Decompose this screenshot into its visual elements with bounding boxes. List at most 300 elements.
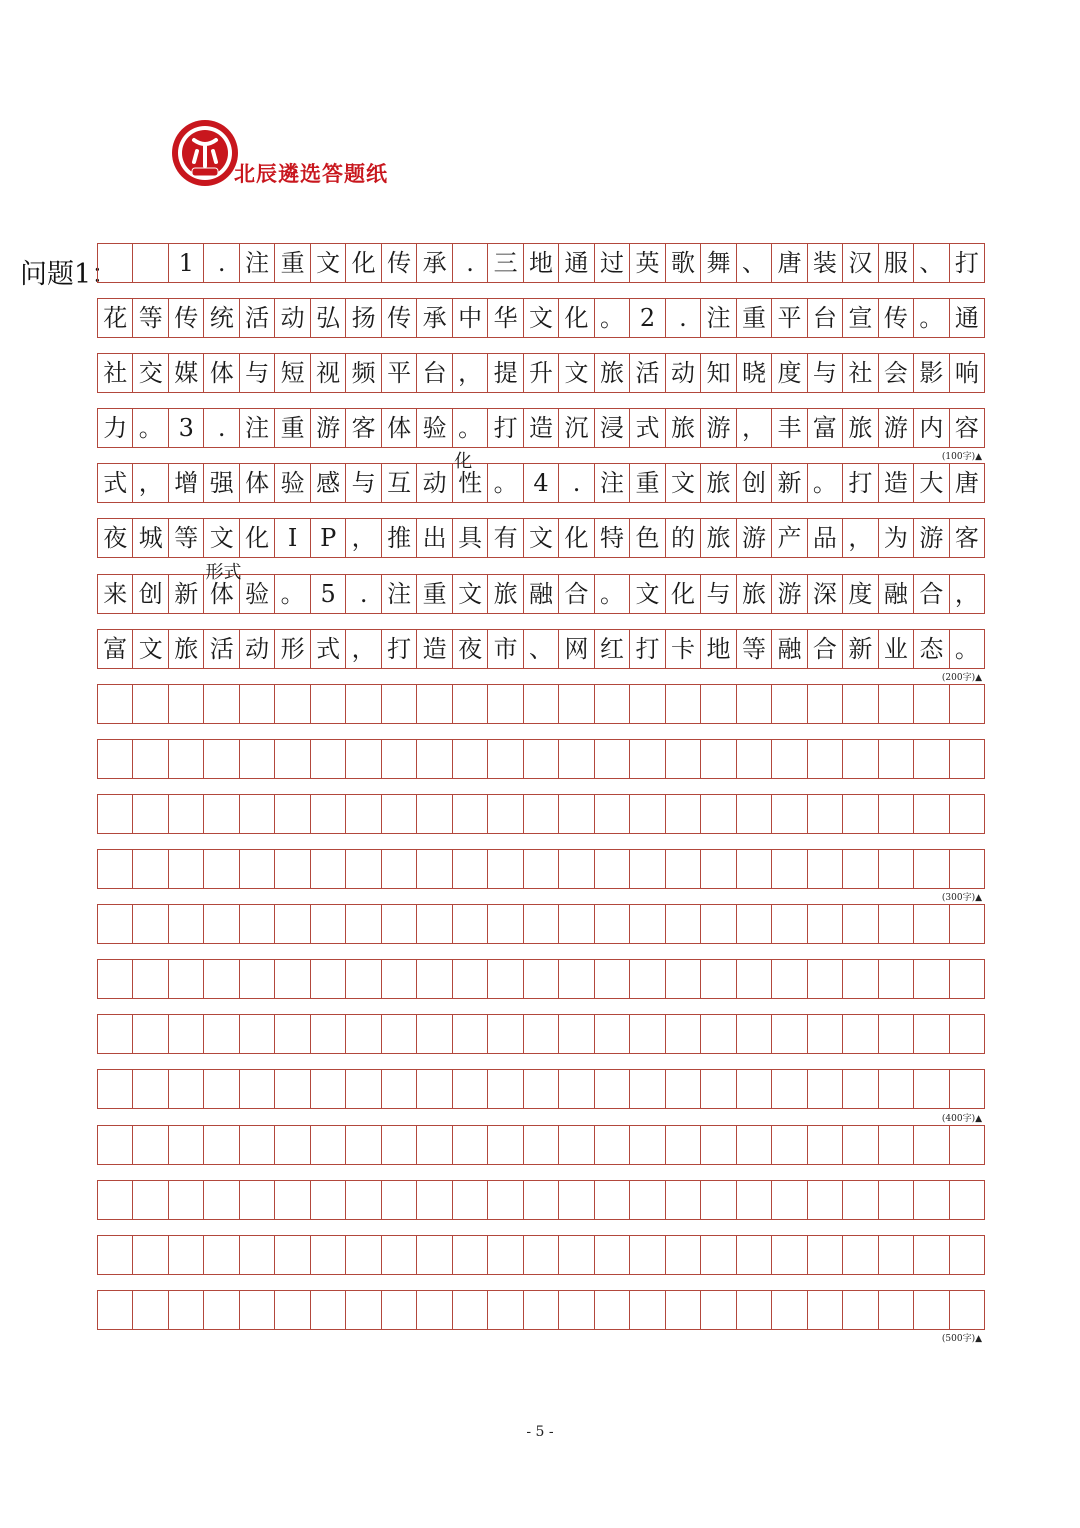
grid-cell: [879, 960, 914, 998]
grid-cell: 文: [453, 575, 488, 613]
word-count-marker: (300字)▲: [941, 893, 982, 904]
grid-cell: [772, 685, 807, 723]
grid-cell: [275, 685, 310, 723]
handwritten-insertion: 形式: [205, 561, 242, 583]
grid-cell: [879, 1291, 914, 1329]
grid-cell: 传: [382, 299, 417, 337]
grid-cell: 卡: [666, 630, 701, 668]
grid-row: [97, 1290, 985, 1330]
grid-cell: 特: [595, 519, 630, 557]
grid-cell: 验: [417, 409, 452, 447]
grid-cell: [204, 1291, 239, 1329]
grid-cell: [417, 1236, 452, 1274]
grid-cell: [524, 1126, 559, 1164]
grid-cell: 与: [240, 354, 275, 392]
grid-cell: [382, 850, 417, 888]
grid-cell: [169, 960, 204, 998]
grid-cell: [240, 850, 275, 888]
grid-cell: 感: [311, 464, 346, 502]
grid-cell: [950, 1126, 984, 1164]
grid-cell: 化: [559, 299, 594, 337]
grid-cell: [240, 795, 275, 833]
grid-cell: 容: [954, 414, 979, 443]
grid-cell: 体: [240, 464, 275, 502]
grid-cell: [169, 1236, 204, 1274]
grid-cell: [169, 1291, 204, 1329]
grid-cell: [666, 905, 701, 943]
grid-cell: 唐: [954, 469, 979, 498]
grid-cell: [772, 850, 807, 888]
grid-cell: [701, 905, 736, 943]
grid-cell: [453, 685, 488, 723]
grid-cell: 通: [954, 304, 979, 333]
grid-cell: 验: [275, 464, 310, 502]
grid-cell: ，: [737, 409, 772, 447]
grid-cell: 中: [453, 299, 488, 337]
grid-cell: 注: [240, 409, 275, 447]
grid-cell: [737, 1291, 772, 1329]
grid-cell: [701, 795, 736, 833]
grid-cell: [417, 960, 452, 998]
grid-cell: [595, 850, 630, 888]
question-label: 问题1：: [20, 259, 119, 290]
grid-cell: [524, 740, 559, 778]
grid-cell: [914, 795, 949, 833]
grid-cell: [843, 1015, 878, 1053]
grid-cell: [133, 685, 168, 723]
grid-cell: [524, 1236, 559, 1274]
grid-cell: [808, 740, 843, 778]
grid-cell: 旅: [595, 354, 630, 392]
grid-cell: [950, 795, 984, 833]
grid-cell: [595, 795, 630, 833]
grid-cell: [879, 905, 914, 943]
grid-cell: 知: [701, 354, 736, 392]
grid-cell: 造: [417, 630, 452, 668]
grid-cell: 融: [879, 575, 914, 613]
grid-cell: [204, 1015, 239, 1053]
grid-cell: 游: [701, 409, 736, 447]
grid-cell: [382, 905, 417, 943]
grid-cell: [772, 1181, 807, 1219]
grid-cell: [453, 1015, 488, 1053]
grid-cell: 活: [240, 299, 275, 337]
grid-cell: 地: [524, 244, 559, 282]
grid-cell: 富: [808, 409, 843, 447]
grid-cell: [772, 795, 807, 833]
grid-cell: [98, 740, 133, 778]
grid-cell: [843, 1070, 878, 1108]
grid-cell: [169, 850, 204, 888]
grid-cell: [488, 795, 523, 833]
grid-cell: [275, 1015, 310, 1053]
grid-cell: 客: [346, 409, 381, 447]
grid-cell: 为: [879, 519, 914, 557]
grid-cell: [204, 1070, 239, 1108]
grid-cell: [879, 850, 914, 888]
grid-cell: [417, 685, 452, 723]
grid-row: [97, 353, 985, 393]
grid-cell: [311, 1181, 346, 1219]
grid-cell: [311, 1070, 346, 1108]
grid-cell: [382, 1015, 417, 1053]
grid-cell: [382, 685, 417, 723]
grid-cell: [630, 1126, 665, 1164]
grid-cell: [879, 1236, 914, 1274]
grid-cell: [275, 1070, 310, 1108]
grid-cell: 新: [843, 630, 878, 668]
grid-row: [97, 298, 985, 338]
grid-cell: [275, 850, 310, 888]
grid-cell: 旅: [843, 409, 878, 447]
grid-cell: [559, 1291, 594, 1329]
grid-cell: .: [204, 409, 239, 447]
grid-cell: [737, 1015, 772, 1053]
grid-cell: [346, 1126, 381, 1164]
grid-cell: .: [346, 575, 381, 613]
grid-cell: 验: [240, 575, 275, 613]
grid-cell: [240, 1015, 275, 1053]
grid-cell: [453, 960, 488, 998]
grid-cell: ，: [133, 464, 168, 502]
grid-cell: [417, 850, 452, 888]
grid-cell: [559, 850, 594, 888]
grid-cell: 。: [595, 299, 630, 337]
grid-cell: [950, 1291, 984, 1329]
grid-cell: 1: [169, 244, 204, 282]
grid-cell: 活: [204, 630, 239, 668]
grid-cell: [133, 1236, 168, 1274]
grid-cell: [772, 960, 807, 998]
grid-cell: [808, 960, 843, 998]
grid-cell: 宣: [843, 299, 878, 337]
grid-cell: [453, 1126, 488, 1164]
grid-cell: [808, 1291, 843, 1329]
grid-cell: [98, 1291, 133, 1329]
grid-cell: [133, 795, 168, 833]
grid-cell: [950, 685, 984, 723]
grid-cell: [346, 1236, 381, 1274]
grid-cell: [488, 905, 523, 943]
grid-cell: .: [204, 244, 239, 282]
grid-cell: 注: [595, 464, 630, 502]
grid-cell: [630, 1291, 665, 1329]
grid-cell: ，: [843, 519, 878, 557]
grid-cell: 富: [98, 630, 133, 668]
grid-cell: [204, 850, 239, 888]
grid-cell: [843, 905, 878, 943]
grid-cell: 与: [808, 354, 843, 392]
page-number: - 5 -: [526, 1424, 554, 1440]
grid-cell: 文: [133, 630, 168, 668]
grid-cell: [524, 905, 559, 943]
grid-cell: 承: [417, 244, 452, 282]
grid-cell: [595, 1181, 630, 1219]
grid-cell: [701, 1070, 736, 1108]
grid-cell: [559, 1070, 594, 1108]
grid-cell: [204, 740, 239, 778]
grid-cell: [630, 740, 665, 778]
grid-cell: 媒: [169, 354, 204, 392]
grid-cell: [666, 1236, 701, 1274]
grid-cell: [595, 960, 630, 998]
grid-cell: [453, 795, 488, 833]
grid-cell: [98, 1181, 133, 1219]
grid-cell: [311, 685, 346, 723]
grid-cell: [133, 244, 168, 282]
grid-cell: [666, 1181, 701, 1219]
grid-cell: 等: [169, 519, 204, 557]
grid-cell: 来: [98, 575, 133, 613]
grid-cell: 度: [843, 575, 878, 613]
grid-cell: [666, 795, 701, 833]
grid-cell: 内: [914, 409, 949, 447]
grid-cell: 。: [453, 409, 488, 447]
grid-cell: 增: [169, 464, 204, 502]
grid-cell: [879, 1126, 914, 1164]
grid-cell: [240, 740, 275, 778]
grid-cell: 客: [954, 524, 979, 553]
grid-cell: [808, 795, 843, 833]
grid-cell: 具: [453, 519, 488, 557]
grid-cell: [417, 1015, 452, 1053]
grid-cell: 的: [666, 519, 701, 557]
grid-cell: 、: [737, 244, 772, 282]
grid-cell: [382, 1291, 417, 1329]
grid-cell: [240, 1291, 275, 1329]
grid-cell: 。: [954, 634, 979, 663]
grid-cell: [914, 740, 949, 778]
grid-cell: [559, 685, 594, 723]
grid-cell: [808, 850, 843, 888]
grid-cell: [382, 1126, 417, 1164]
grid-cell: [417, 1181, 452, 1219]
grid-cell: [559, 960, 594, 998]
grid-cell: 夜: [98, 519, 133, 557]
grid-cell: 体: [382, 409, 417, 447]
grid-cell: [133, 740, 168, 778]
grid-cell: 文: [630, 575, 665, 613]
grid-cell: 打: [954, 249, 979, 277]
grid-cell: [98, 685, 133, 723]
grid-cell: 响: [954, 359, 979, 388]
grid-cell: 注: [701, 299, 736, 337]
grid-cell: [311, 1236, 346, 1274]
grid-cell: [417, 1070, 452, 1108]
grid-cell: 式: [630, 409, 665, 447]
grid-cell: ，: [346, 630, 381, 668]
grid-cell: [453, 1070, 488, 1108]
grid-cell: 态: [914, 630, 949, 668]
grid-cell: [169, 685, 204, 723]
grid-cell: 游: [914, 519, 949, 557]
grid-cell: [914, 960, 949, 998]
grid-cell: 、: [524, 630, 559, 668]
grid-cell: [240, 1181, 275, 1219]
grid-cell: [950, 850, 984, 888]
grid-cell: [382, 960, 417, 998]
grid-cell: 等: [737, 630, 772, 668]
grid-cell: 活: [630, 354, 665, 392]
grid-cell: [559, 1236, 594, 1274]
grid-cell: [311, 850, 346, 888]
grid-cell: [914, 1291, 949, 1329]
grid-cell: 体: [204, 575, 239, 613]
grid-cell: 品: [808, 519, 843, 557]
grid-cell: 旅: [666, 409, 701, 447]
grid-cell: 社: [843, 354, 878, 392]
grid-cell: [701, 685, 736, 723]
grid-cell: [382, 740, 417, 778]
grid-cell: [346, 850, 381, 888]
grid-cell: [133, 1181, 168, 1219]
grid-cell: 旅: [737, 575, 772, 613]
grid-cell: [595, 685, 630, 723]
grid-cell: [311, 960, 346, 998]
grid-cell: 动: [417, 464, 452, 502]
grid-cell: [133, 1015, 168, 1053]
grid-cell: [311, 740, 346, 778]
grid-cell: [133, 1126, 168, 1164]
grid-cell: 唐: [772, 244, 807, 282]
grid-cell: [737, 960, 772, 998]
grid-row: [97, 959, 985, 999]
grid-cell: 旅: [169, 630, 204, 668]
grid-cell: [559, 1126, 594, 1164]
grid-cell: 平: [772, 299, 807, 337]
grid-cell: ，: [954, 579, 979, 608]
grid-cell: 旅: [701, 519, 736, 557]
grid-cell: [98, 905, 133, 943]
grid-cell: 创: [737, 464, 772, 502]
grid-row: [97, 243, 985, 283]
word-count-marker: (500字)▲: [941, 1333, 982, 1344]
grid-cell: 产: [772, 519, 807, 557]
grid-cell: [204, 795, 239, 833]
grid-cell: [417, 905, 452, 943]
grid-cell: [737, 1181, 772, 1219]
grid-cell: 造: [524, 409, 559, 447]
grid-cell: 式: [311, 630, 346, 668]
grid-cell: 提: [488, 354, 523, 392]
grid-cell: [630, 795, 665, 833]
grid-cell: [311, 795, 346, 833]
grid-cell: [311, 1015, 346, 1053]
grid-cell: [914, 1126, 949, 1164]
grid-cell: 扬: [346, 299, 381, 337]
grid-cell: [595, 740, 630, 778]
grid-cell: [843, 1126, 878, 1164]
grid-cell: [666, 960, 701, 998]
grid-cell: ，: [453, 354, 488, 392]
grid-cell: 服: [879, 244, 914, 282]
grid-cell: 融: [524, 575, 559, 613]
grid-cell: .: [559, 464, 594, 502]
grid-cell: [240, 1070, 275, 1108]
grid-cell: [914, 850, 949, 888]
grid-cell: [311, 905, 346, 943]
grid-cell: [879, 740, 914, 778]
grid-cell: [808, 1236, 843, 1274]
grid-cell: 三: [488, 244, 523, 282]
grid-cell: [98, 795, 133, 833]
grid-cell: [240, 1126, 275, 1164]
grid-cell: [346, 740, 381, 778]
grid-cell: 会: [879, 354, 914, 392]
grid-cell: I: [275, 519, 310, 557]
grid-cell: [701, 1236, 736, 1274]
grid-cell: [169, 1070, 204, 1108]
grid-cell: [133, 905, 168, 943]
grid-cell: [559, 795, 594, 833]
grid-cell: [275, 740, 310, 778]
beichen-logo-icon: [170, 118, 240, 188]
grid-cell: [204, 1126, 239, 1164]
grid-cell: [488, 850, 523, 888]
grid-cell: 文: [524, 299, 559, 337]
grid-cell: [133, 850, 168, 888]
grid-cell: [559, 740, 594, 778]
grid-cell: 化: [240, 519, 275, 557]
grid-cell: [630, 850, 665, 888]
grid-cell: [630, 905, 665, 943]
grid-cell: 5: [311, 575, 346, 613]
grid-cell: [808, 905, 843, 943]
grid-cell: 浸: [595, 409, 630, 447]
grid-cell: [169, 795, 204, 833]
grid-cell: [843, 795, 878, 833]
grid-cell: 色: [630, 519, 665, 557]
grid-cell: [701, 1015, 736, 1053]
grid-cell: [879, 1015, 914, 1053]
grid-cell: [240, 960, 275, 998]
grid-cell: [133, 960, 168, 998]
grid-cell: 重: [737, 299, 772, 337]
grid-cell: 重: [630, 464, 665, 502]
grid-cell: [914, 1070, 949, 1108]
grid-cell: 沉: [559, 409, 594, 447]
grid-cell: [346, 685, 381, 723]
grid-cell: [240, 905, 275, 943]
grid-cell: [772, 1236, 807, 1274]
grid-cell: 舞: [701, 244, 736, 282]
grid-cell: [524, 1181, 559, 1219]
grid-cell: [204, 960, 239, 998]
grid-cell: 打: [843, 464, 878, 502]
grid-cell: [204, 1236, 239, 1274]
grid-cell: [524, 795, 559, 833]
grid-cell: [701, 1291, 736, 1329]
grid-cell: [666, 1070, 701, 1108]
grid-cell: [808, 1181, 843, 1219]
grid-cell: 台: [808, 299, 843, 337]
grid-cell: 文: [524, 519, 559, 557]
grid-cell: 传: [879, 299, 914, 337]
grid-cell: [772, 740, 807, 778]
grid-cell: [701, 740, 736, 778]
grid-cell: [453, 1236, 488, 1274]
grid-cell: 平: [382, 354, 417, 392]
grid-cell: 打: [630, 630, 665, 668]
grid-cell: [98, 1070, 133, 1108]
grid-cell: 3: [169, 409, 204, 447]
grid-cell: [595, 1070, 630, 1108]
grid-cell: 短: [275, 354, 310, 392]
grid-cell: 汉: [843, 244, 878, 282]
grid-cell: [346, 1070, 381, 1108]
grid-row: [97, 1069, 985, 1109]
grid-cell: [169, 1181, 204, 1219]
